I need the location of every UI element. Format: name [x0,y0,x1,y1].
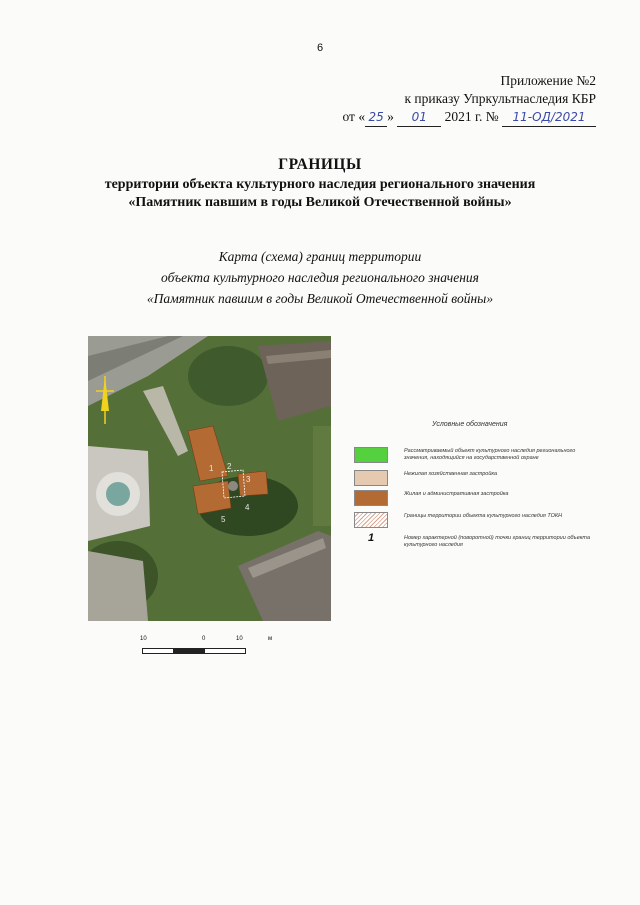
point-label-3: 3 [246,475,251,484]
title-line2: территории объекта культурного наследия регионального значения [104,177,536,192]
legend-item-boundary [354,512,594,530]
point-label-2: 2 [227,462,232,471]
scale-label-right: 10 [236,636,243,642]
subtitle-line3: «Памятник павшим в годы Великой Отечественной войны» [146,291,494,306]
legend-item-text: Номер характерной (поворотной) точки границ территории объекта культурного наследия [404,535,591,548]
scale-segment [142,648,174,654]
legend-item-text: Жилая и административная застройка [404,491,509,497]
subtitle-line1: Карта (схема) границ территории [218,249,422,264]
year-and-number-label: 2021 г. № [444,109,499,124]
handwritten-month: 01 [397,108,441,127]
legend-item-text: Рассматриваемый объект культурного наследия регионального значения, находящийся на государственной охране [404,448,576,461]
legend-item-nonresidential [354,470,594,488]
legend-item-text: Нежилая хозяйственная застройка [404,471,498,477]
appendix-header [342,72,596,127]
legend-swatch [354,470,388,486]
admin-building-shape-3 [238,471,268,496]
legend-number-symbol: 1 [368,532,375,544]
document-title [0,156,640,212]
page-number: 6 [316,42,324,54]
title-main: ГРАНИЦЫ [278,156,362,173]
point-label-1: 1 [209,464,214,473]
scale-bar [140,636,285,666]
scale-segment [173,648,205,654]
map-subtitle [0,246,640,309]
legend-swatch-hatched [354,512,388,528]
legend-item-residential [354,490,594,508]
handwritten-day: 25 [365,108,387,127]
appendix-order-ref: к приказу Упркультнаследия КБР [404,91,596,106]
legend-title: Условные обозначения [432,421,508,428]
appendix-title: Приложение №2 [500,73,596,88]
scale-unit: м [268,636,273,642]
legend-swatch [354,447,388,463]
monument [228,481,238,491]
date-close-quote: » [387,109,394,124]
scale-segment [204,648,246,654]
title-line3: «Памятник павшим в годы Великой Отечественной войны» [128,195,512,210]
point-label-5: 5 [221,515,226,524]
aerial-map [88,336,331,621]
legend-swatch [354,490,388,506]
scale-label-middle: 0 [202,636,206,642]
date-prefix: от « [342,109,366,124]
point-label-4: 4 [245,503,250,512]
handwritten-order-number: 11-ОД/2021 [502,108,596,127]
legend-item-protected-object [354,447,594,465]
legend-item-text: Границы территории объекта культурного наследия ТОКН [404,513,563,519]
scale-label-left: 10 [140,636,147,642]
appendix-date-line [342,108,596,127]
subtitle-line2: объекта культурного наследия регионального значения [161,270,479,285]
legend-item-point-number [354,534,594,552]
